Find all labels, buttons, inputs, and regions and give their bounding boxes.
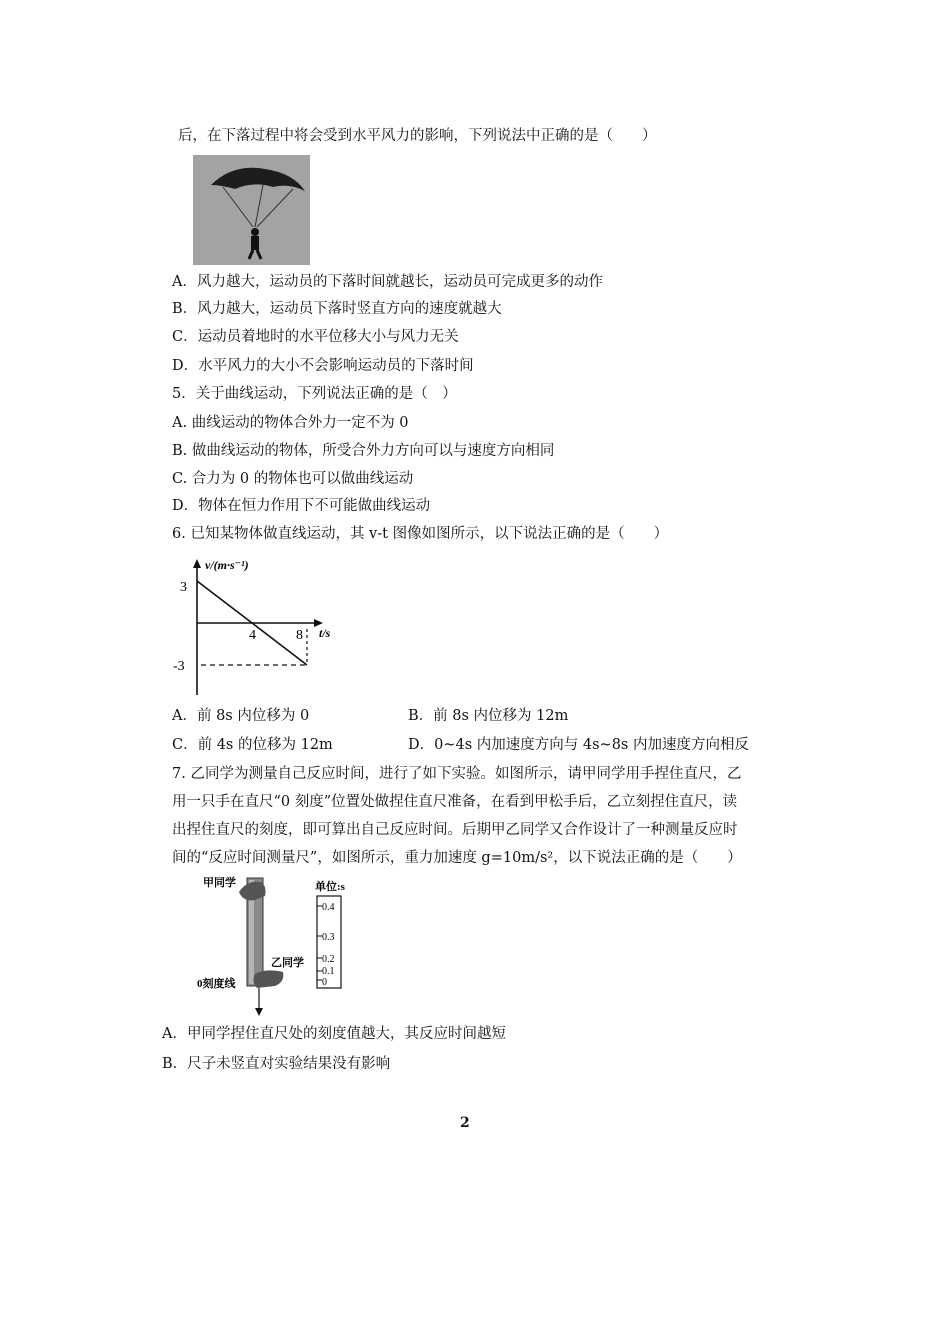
q4-option-c: C．运动员着地时的水平位移大小与风力无关 <box>172 329 459 345</box>
scale-tick-0.2: 0.2 <box>322 954 335 965</box>
q6-stem: 6. 已知某物体做直线运动，其 v-t 图像如图所示，以下说法正确的是（ ） <box>172 526 669 542</box>
scale-tick-0.3: 0.3 <box>322 932 335 943</box>
ruler-figure <box>195 870 355 1020</box>
x-axis-label: t/s <box>319 626 331 640</box>
hand-yi <box>253 970 283 988</box>
q4-option-a: A．风力越大，运动员的下落时间就越长，运动员可完成更多的动作 <box>172 274 603 290</box>
parachute-photo <box>193 155 310 265</box>
q5-option-a: A. 曲线运动的物体合外力一定不为 0 <box>172 415 409 431</box>
scale-unit: 单位:s <box>315 881 345 893</box>
q5-stem: 5．关于曲线运动，下列说法正确的是（ ） <box>172 386 457 402</box>
label-zero: 0刻度线 <box>197 978 236 990</box>
q6-option-a: A．前 8s 内位移为 0 <box>172 708 310 724</box>
x-tick-4: 4 <box>249 628 256 643</box>
y-axis-arrow <box>193 559 201 568</box>
q5-option-d: D．物体在恒力作用下不可能做曲线运动 <box>172 498 431 514</box>
q6-option-d: D．0~4s 内加速度方向与 4s~8s 内加速度方向相反 <box>408 737 749 753</box>
scale-tick-0.1: 0.1 <box>322 966 335 977</box>
q4-stem: 后，在下落过程中将会受到水平风力的影响，下列说法中正确的是（ ） <box>178 128 657 144</box>
label-jia: 甲同学 <box>203 877 236 889</box>
q7-stem-line-2: 用一只手在直尺“0 刻度”位置处做捏住直尺准备，在看到甲松手后，乙立刻捏住直尺，读 <box>172 794 738 810</box>
label-yi: 乙同学 <box>271 957 304 969</box>
x-tick-8: 8 <box>296 628 303 643</box>
q7-stem-line-1: 7. 乙同学为测量自己反应时间，进行了如下实验。如图所示，请甲同学用手捏住直尺，乙 <box>172 766 742 782</box>
q7-option-a: A．甲同学捏住直尺处的刻度值越大，其反应时间越短 <box>162 1026 506 1042</box>
fall-arrow <box>255 1008 263 1016</box>
q6-option-c: C．前 4s 的位移为 12m <box>172 737 333 753</box>
q7-stem-line-4: 间的“反应时间测量尺”，如图所示，重力加速度 g=10m/s²，以下说法正确的是（ ） <box>172 850 742 866</box>
q7-option-b: B．尺子未竖直对实验结果没有影响 <box>162 1056 391 1072</box>
parachutist-image <box>193 155 310 265</box>
q4-option-d: D．水平风力的大小不会影响运动员的下落时间 <box>172 358 474 374</box>
q6-option-b: B．前 8s 内位移为 12m <box>408 708 569 724</box>
y-tick-minus3: -3 <box>173 659 185 674</box>
y-axis-label: v/(m·s⁻¹) <box>205 558 249 572</box>
y-tick-3: 3 <box>180 580 187 595</box>
q4-option-b: B．风力越大，运动员下落时竖直方向的速度就越大 <box>172 301 502 317</box>
vt-chart <box>165 555 355 700</box>
page-number: 2 <box>460 1115 470 1131</box>
scale-tick-0.4: 0.4 <box>322 902 335 913</box>
q5-option-c: C. 合力为 0 的物体也可以做曲线运动 <box>172 471 414 487</box>
scale-tick-0: 0 <box>322 977 327 988</box>
q5-option-b: B. 做曲线运动的物体，所受合外力方向可以与速度方向相同 <box>172 443 555 459</box>
q7-stem-line-3: 出捏住直尺的刻度，即可算出自己反应时间。后期甲乙同学又合作设计了一种测量反应时 <box>172 822 738 838</box>
